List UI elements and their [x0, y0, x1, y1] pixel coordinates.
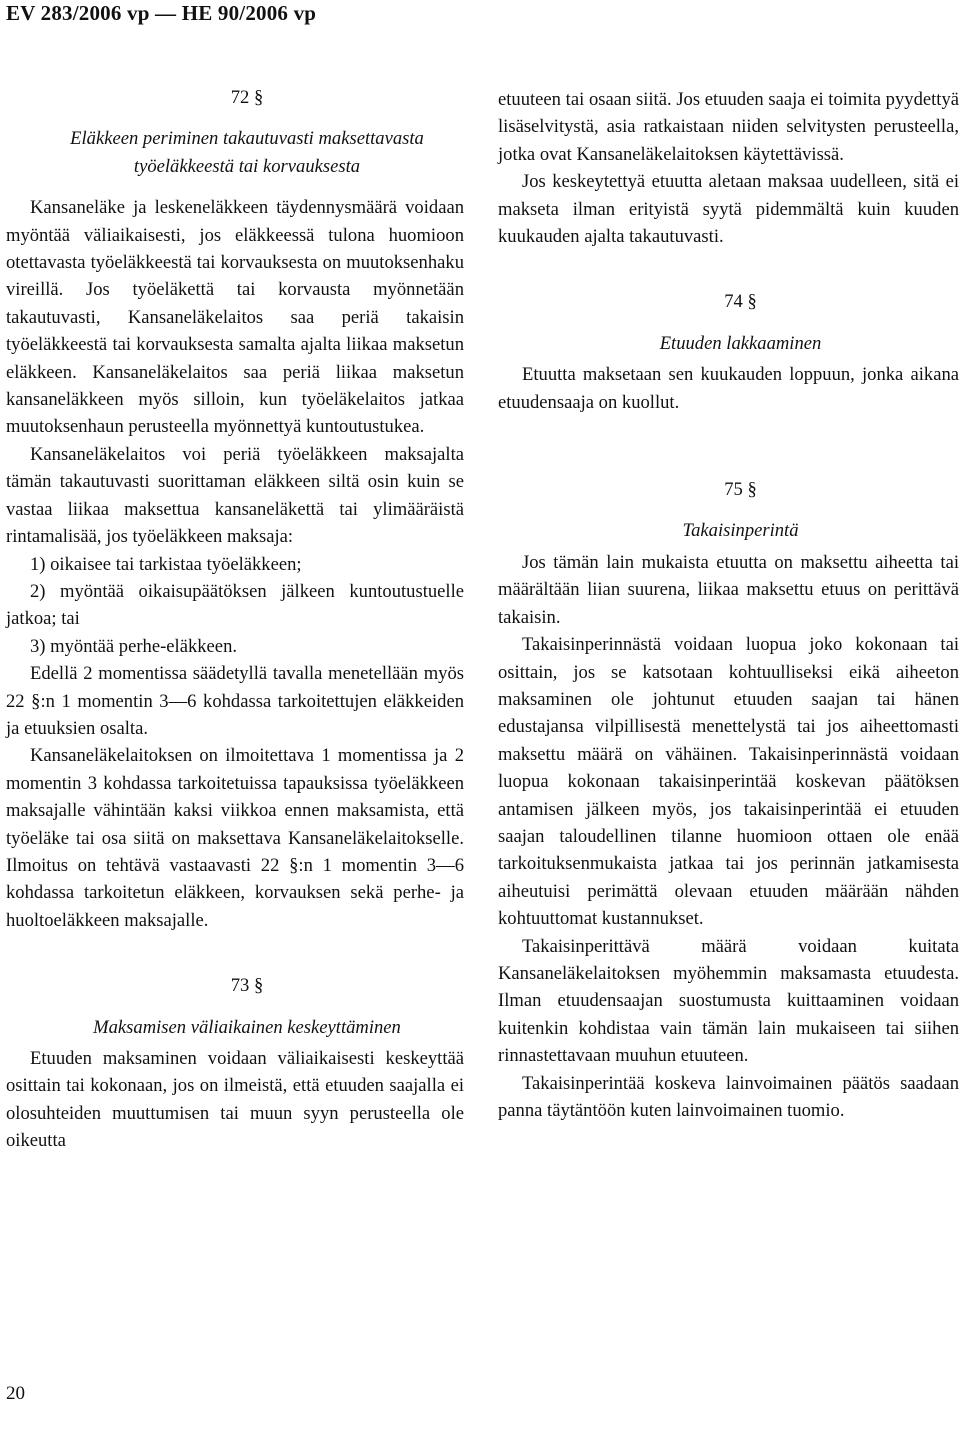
section-72-list-item-1: 1) oikaisee tai tarkistaa työeläkkeen; — [30, 553, 302, 575]
section-72-paragraph-4: Kansaneläkelaitoksen on ilmoitettava 1 momentissa ja 2 momentin 3 kohdassa tarkoitetuissa tapauksissa työeläkkeen maksajalle vähintään kaksi viikkoa ennen maksamista, että työeläke tai osa siitä on maksettava Kansaneläkelaitokselle. Ilmoitus on tehtävä vastaavasti 22 §:n 1 momentin 3—6 kohdassa tarkoitetun eläkkeen, korvauksen sekä perhe- ja huoltoeläkkeen maksajalle. — [6, 745, 464, 931]
document-header: EV 283/2006 vp — HE 90/2006 vp — [6, 1, 317, 25]
section-73-continuation-paragraph-2: Jos keskeytettyä etuutta aletaan maksaa uudelleen, sitä ei makseta ilman erityistä syytä pidemmältä kuin kuuden kuukauden ajalta takautuvasti. — [498, 171, 959, 248]
left-column — [6, 84, 464, 1155]
section-73-number: 73 § — [230, 975, 264, 997]
section-75-paragraph-3: Takaisinperittävä määrä voidaan kuitata Kansaneläkelaitoksen myöhemmin maksamasta etuudesta. Ilman etuudensaajan suostumusta kuittaaminen voidaan kuitenkin kohdistaa vain tämän lain mukaiseen tai siihen rinnastettavaan muuhun etuuteen. — [498, 935, 959, 1067]
right-column — [498, 86, 959, 1124]
section-75-paragraph-4: Takaisinperintää koskeva lainvoimainen päätös saadaan panna täytäntöön kuten lainvoimainen tuomio. — [498, 1072, 959, 1121]
section-73-title: Maksamisen väliaikainen keskeyttäminen — [93, 1016, 401, 1038]
section-72-paragraph-2: Kansaneläkelaitos voi periä työeläkkeen maksajalta tämän takautuvasti suorittaman eläkkeen siltä osin kuin se vastaa liikaa maksettua kansaneläkettä tai ylimääräistä rintamalisää, jos työeläkkeen maksaja: — [6, 443, 464, 548]
section-73-continuation-paragraph-1: etuuteen tai osaan siitä. Jos etuuden saaja ei toimita pyydettyä lisäselvitystä, asia ratkaistaan niiden selvitysten perusteella, jotka ovat Kansaneläkelaitoksen käytettävissä. — [498, 89, 959, 165]
section-75-paragraph-2: Takaisinperinnästä voidaan luopua joko kokonaan tai osittain, jos se katsotaan kohtuulliseksi eikä aiheeton maksaminen ole johtunut etuuden saajan tai hänen edustajansa vilpillisestä menettelystä tai jos aiheettomasti maksettu määrä on vähäinen. Takaisinperinnästä voidaan luopua kokonaan takaisinperintää koskevan päätöksen antamisen jälkeen myös, jos takaisinperintää ei etuuden saajan taloudellinen tilanne huomioon ottaen ole enää tarkoituksenmukaista jatkaa tai jos perinnän jatkamisesta aiheutuisi perimättä olevaan etuuden määrään nähden kohtuuttomat kustannukset. — [498, 634, 959, 930]
section-72-title-line-1: Eläkkeen periminen takautuvasti maksettavasta — [70, 128, 424, 150]
section-74-paragraph-1: Etuutta maksetaan sen kuukauden loppuun, jonka aikana etuudensaaja on kuollut. — [498, 364, 959, 413]
section-74-number: 74 § — [724, 291, 757, 313]
section-72-paragraph-1: Kansaneläke ja leskeneläkkeen täydennysmäärä voidaan myöntää väliaikaisesti, jos eläkkeessä tulona huomioon otettavasta työeläkkeestä tai korvauksesta on muutoksenhaku vireillä. Jos työeläkettä tai korvausta myönnetään takautuvasti, Kansaneläkelaitos saa periä takaisin työeläkkeestä tai korvauksesta samalta ajalta liikaa maksetun eläkkeen. Kansaneläkelaitos saa periä liikaa maksetun kansaneläkkeen myös silloin, kun työeläkelaitos jatkaa muutoksenhaun perusteella myönnettyä kuntoutustukea. — [6, 197, 464, 438]
section-75-paragraph-1: Jos tämän lain mukaista etuutta on maksettu aiheetta tai määrältään liian suurena, liikaa maksettu etuus on perittävä takaisin. — [498, 551, 959, 628]
section-72-list-item-3: 3) myöntää perhe-eläkkeen. — [30, 635, 238, 657]
section-72-number: 72 § — [230, 87, 264, 108]
section-72-list-item-2: 2) myöntää oikaisupäätöksen jälkeen kuntoutustuelle jatkoa; tai — [6, 580, 464, 630]
section-74-title: Etuuden lakkaaminen — [659, 332, 822, 354]
section-72-paragraph-3: Edellä 2 momentissa säädetyllä tavalla menetellään myös 22 §:n 1 momentin 3—6 kohdassa tarkoitettujen eläkkeiden ja etuuksien osalta. — [6, 663, 464, 739]
page-number: 20 — [6, 1383, 25, 1404]
section-75-title: Takaisinperintä — [682, 520, 799, 542]
section-75-number: 75 § — [724, 479, 757, 501]
section-72-title-line-2: työeläkkeestä tai korvauksesta — [133, 155, 361, 177]
section-73-paragraph-1: Etuuden maksaminen voidaan väliaikaisesti keskeyttää osittain tai kokonaan, jos on ilmeistä, että etuuden saajalla ei olosuhteiden muuttumisen tai muun syyn perusteella ole oikeutta — [6, 1048, 464, 1152]
